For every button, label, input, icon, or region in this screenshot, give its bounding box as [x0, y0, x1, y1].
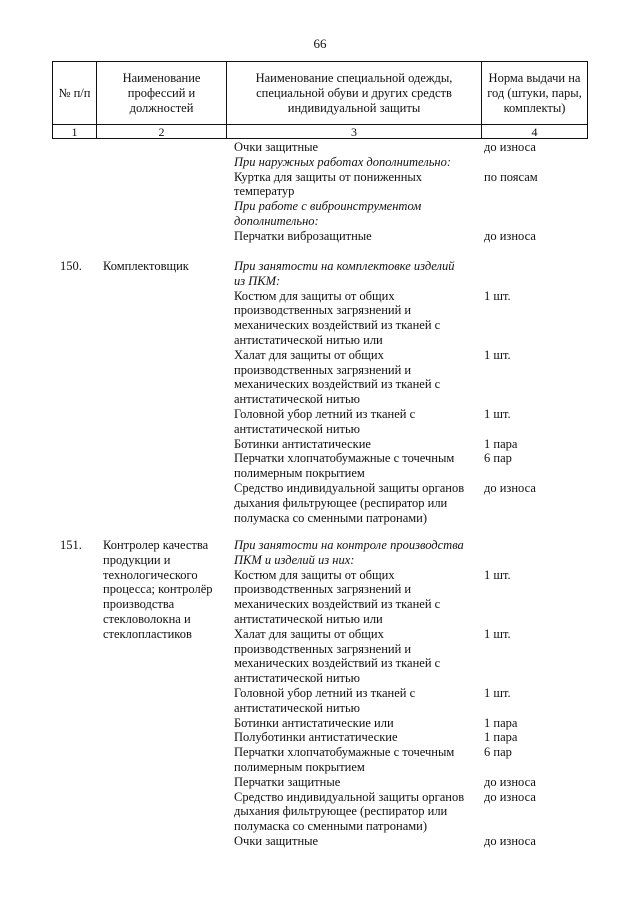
header-num-3: 3 — [227, 125, 482, 139]
entry-150-item-1 — [234, 289, 474, 348]
table-header — [52, 61, 588, 139]
entry-151-item-9 — [234, 834, 474, 849]
cont-item-3 — [234, 199, 474, 229]
entry-151-norm-5: 1 пара — [484, 730, 518, 745]
entry-150-item-2 — [234, 348, 474, 407]
item-name-line: производственных загрязнений и — [234, 362, 412, 377]
item-name-line: Костюм для защиты от общих — [234, 288, 395, 303]
header-col-profession: Наименование профессий и должностей — [97, 62, 227, 125]
section-condition-text: из ПКМ: — [234, 273, 281, 288]
entry-151-item-6 — [234, 745, 474, 775]
cont-norm-2: по поясам — [484, 169, 538, 184]
entry-151-norm-8: до износа — [484, 789, 536, 804]
page-number: 66 — [313, 36, 327, 51]
entry-151-item-1 — [234, 568, 474, 627]
header-col-norm: Норма выдачи на год (штуки, пары, комплекты) — [482, 62, 588, 125]
item-name-line: антистатической нитью или — [234, 332, 383, 347]
profession-name-line: продукции и — [103, 552, 171, 567]
header-num-2: 2 — [97, 125, 227, 139]
item-name-line: антистатической нитью — [234, 421, 361, 436]
entry-150-item-0 — [234, 259, 474, 289]
item-name-line: Средство индивидуальной защиты органов — [234, 789, 465, 804]
cont-item-4 — [234, 229, 474, 244]
item-name-line: Куртка для защиты от пониженных — [234, 169, 423, 184]
profession-name-line: стеклопластиков — [103, 626, 192, 641]
profession-name-line: Комплектовщик — [103, 259, 189, 273]
item-name-line: дыхания фильтрующее (респиратор или — [234, 495, 448, 510]
header-col-number: № п/п — [53, 62, 97, 125]
profession-name-line: производства — [103, 597, 175, 612]
section-condition-text: ПКМ и изделий из них: — [234, 552, 355, 567]
profession-name-line: технологического — [103, 567, 198, 582]
item-name-line: Перчатки виброзащитные — [234, 228, 372, 243]
profession-name-line: процесса; контролёр — [103, 582, 213, 597]
entry-151-item-3 — [234, 686, 474, 716]
entry-number: 150. — [60, 259, 82, 273]
entry-150-norm-4: 1 пара — [484, 436, 518, 451]
entry-151-norm-3: 1 шт. — [484, 686, 511, 700]
cont-item-2 — [234, 170, 474, 200]
cont-norm-4: до износа — [484, 228, 536, 243]
item-name-line: производственных загрязнений и — [234, 582, 412, 597]
entry-151-norm-7: до износа — [484, 774, 536, 789]
item-name-line: Ботинки антистатические — [234, 436, 371, 451]
item-name-line: антистатической нитью или — [234, 611, 383, 626]
item-name-line: механических воздействий из тканей с — [234, 656, 441, 671]
item-name-line: полимерным покрытием — [234, 759, 365, 774]
item-name-line: дыхания фильтрующее (респиратор или — [234, 804, 448, 819]
item-name-line: производственных загрязнений и — [234, 303, 412, 318]
entry-150-norm-5: 6 пар — [484, 451, 512, 466]
header-col-items: Наименование специальной одежды, специальной обуви и других средств индивидуальной защиты — [227, 62, 482, 125]
item-name-line: производственных загрязнений и — [234, 641, 412, 656]
entry-151-item-2 — [234, 627, 474, 686]
entry-151-norm-6: 6 пар — [484, 745, 512, 760]
item-name-line: антистатической нитью — [234, 392, 361, 407]
profession-name — [103, 259, 221, 274]
item-name-line: полумаска со сменными патронами) — [234, 510, 428, 525]
cont-item-1 — [234, 155, 474, 170]
item-name-line: Головной убор летний из тканей с — [234, 686, 416, 700]
entry-151-norm-2: 1 шт. — [484, 626, 511, 641]
item-name-line: Средство индивидуальной защиты органов — [234, 481, 465, 495]
item-name-line: Полуботинки антистатические — [234, 730, 398, 745]
section-condition-text: При занятости на контроле производства — [234, 538, 464, 552]
item-name-line: температур — [234, 184, 295, 199]
entry-151-item-5 — [234, 730, 474, 745]
item-name-line: Халат для защиты от общих — [234, 626, 384, 641]
item-name-line: механических воздействий из тканей с — [234, 318, 441, 333]
item-name-line: Халат для защиты от общих — [234, 347, 384, 362]
entry-150-item-4 — [234, 437, 474, 452]
item-name-line: Костюм для защиты от общих — [234, 567, 395, 582]
item-name-line: механических воздействий из тканей с — [234, 597, 441, 612]
section-condition-text: дополнительно: — [234, 213, 319, 228]
section-condition-text: При работе с виброинструментом — [234, 199, 422, 214]
entry-151-item-0 — [234, 538, 474, 568]
profession-name — [103, 538, 221, 642]
cont-item-0 — [234, 140, 474, 155]
entry-150-item-3 — [234, 407, 474, 437]
item-name-line: Перчатки хлопчатобумажные с точечным — [234, 451, 455, 466]
header-num-4: 4 — [482, 125, 588, 139]
entry-150-item-6 — [234, 481, 474, 525]
item-name-line: Перчатки хлопчатобумажные с точечным — [234, 745, 455, 760]
item-name-line: механических воздействий из тканей с — [234, 377, 441, 392]
entry-151-item-4 — [234, 716, 474, 731]
item-name-line: Очки защитные — [234, 834, 319, 848]
profession-name-line: стекловолокна и — [103, 611, 191, 626]
entry-150-norm-6: до износа — [484, 481, 536, 495]
item-name-line: Ботинки антистатические или — [234, 715, 394, 730]
item-name-line: Перчатки защитные — [234, 774, 341, 789]
section-condition-text: При наружных работах дополнительно: — [234, 154, 452, 169]
entry-number: 151. — [60, 538, 82, 552]
entry-151-norm-1: 1 шт. — [484, 567, 511, 582]
profession-name-line: Контролер качества — [103, 538, 209, 552]
item-name-line: Головной убор летний из тканей с — [234, 407, 416, 421]
item-name-line: Очки защитные — [234, 140, 319, 154]
item-name-line: антистатической нитью — [234, 700, 361, 715]
item-name-line: полимерным покрытием — [234, 466, 365, 481]
header-num-1: 1 — [53, 125, 97, 139]
entry-151-item-8 — [234, 790, 474, 834]
entry-150-item-5 — [234, 451, 474, 481]
item-name-line: полумаска со сменными патронами) — [234, 819, 428, 834]
entry-150-norm-2: 1 шт. — [484, 347, 511, 362]
section-condition-text: При занятости на комплектовке изделий — [234, 259, 455, 273]
entry-151-item-7 — [234, 775, 474, 790]
entry-150-norm-1: 1 шт. — [484, 288, 511, 303]
entry-151-norm-4: 1 пара — [484, 715, 518, 730]
item-name-line: антистатической нитью — [234, 671, 361, 686]
entry-150-norm-3: 1 шт. — [484, 407, 511, 421]
cont-norm-0: до износа — [484, 140, 536, 154]
entry-151-norm-9: до износа — [484, 834, 536, 848]
